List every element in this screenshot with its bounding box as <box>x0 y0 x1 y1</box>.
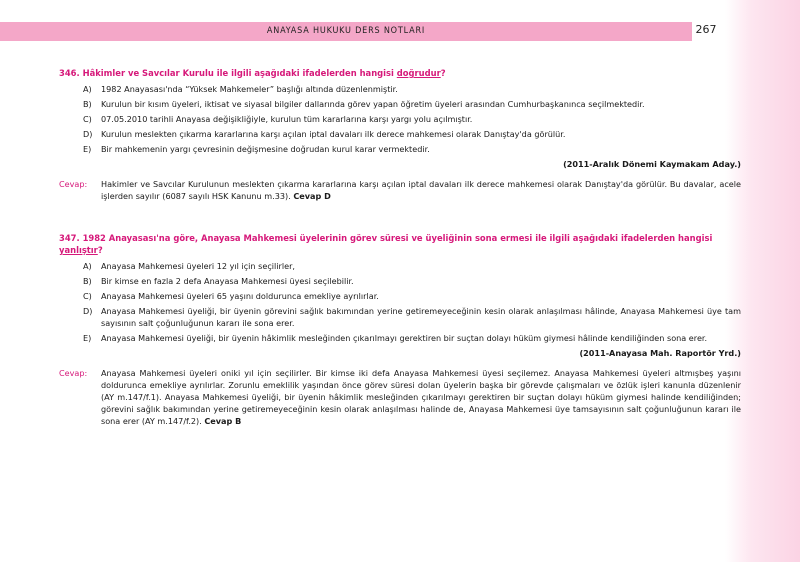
answer-label: Cevap: <box>59 368 88 378</box>
question-title: 347. 1982 Anayasası'na göre, Anayasa Mahkemesi üyelerinin görev süresi ve üyeliğinin sona ermesi ile ilgili aşağıdaki ifadelerden hangisi yanlıştır? <box>59 233 713 255</box>
option-d: D) Kurulun meslekten çıkarma kararlarına karşı açılan iptal davaları ilk derece mahkemesi olarak Danıştay'da görülür. <box>83 129 566 139</box>
answer-text: Anayasa Mahkemesi üyeleri oniki yıl için seçilirler. Bir kimse iki defa Anayasa Mahkemesi üyesi seçilemez. Anayasa Mahkemesi üyeleri altmışbeş yaşını doldurunca emekliye ayrılırlar. Zorunlu emeklilik yaşından önce görev süresi dolan üyelerin başka bir görevde çalışmaları ve özlük işleri kanunla düzenlenir (AY m.147/f.1). Anayasa Mahkemesi üyeliği, bir üyenin hâkimlik mesleğinden çıkarılmayı gerektiren bir suçtan dolayı hüküm giymesi halinde kendiliğinden; görevini sağlık bakımından yerine getiremeyeceğinin kesin olarak anlaşılması halinde de, Anayasa Mahkemesi üye tamsayısının salt çoğunluğunun kararı ile sona erer (AY m.147/f.2). Cevap B <box>101 368 741 426</box>
answer-result: Cevap B <box>204 416 242 426</box>
option-e: E) Anayasa Mahkemesi üyeliği, bir üyenin hâkimlik mesleğinden çıkarılmayı gerektiren bir suçtan dolayı hüküm giymesi hâlinde kendiliğinden sona erer. <box>83 333 708 343</box>
option-a: A) 1982 Anayasası'nda “Yüksek Mahkemeler” başlığı altında düzenlenmiştir. <box>83 84 398 94</box>
question-source: (2011-Aralık Dönemi Kaymakam Aday.) <box>563 159 741 169</box>
option-list <box>83 260 741 344</box>
question-346 <box>59 67 741 202</box>
option-b: B) Bir kimse en fazla 2 defa Anayasa Mahkemesi üyesi seçilebilir. <box>83 276 354 286</box>
header-rule <box>0 39 692 41</box>
question-title: 346. Hâkimler ve Savcılar Kurulu ile ilgili aşağıdaki ifadelerden hangisi doğrudur? <box>59 68 446 78</box>
page-number: 267 <box>694 20 718 39</box>
option-a: A) Anayasa Mahkemesi üyeleri 12 yıl için seçilirler, <box>83 261 295 271</box>
question-source: (2011-Anayasa Mah. Raportör Yrd.) <box>579 348 741 358</box>
answer-label: Cevap: <box>59 179 88 189</box>
running-header-title: ANAYASA HUKUKU DERS NOTLARI <box>266 26 426 36</box>
option-d: D) Anayasa Mahkemesi üyeliği, bir üyenin görevini sağlık bakımından yerine getiremeyeceğinin kesin olarak anlaşılması hâlinde, Anayasa Mahkemesi üye tam sayısının salt çoğunluğunun kararı ile sona erer. <box>83 306 741 328</box>
option-b: B) Kurulun bir kısım üyeleri, iktisat ve siyasal bilgiler dallarında görev yapan öğretim üyeleri arasından Cumhurbaşkanınca seçilmektedir. <box>83 99 645 109</box>
page-content <box>59 67 741 427</box>
answer-block <box>59 178 741 202</box>
option-list <box>83 83 741 155</box>
option-c: C) Anayasa Mahkemesi üyeleri 65 yaşını doldurunca emekliye ayrılırlar. <box>83 291 379 301</box>
answer-result: Cevap D <box>293 191 331 201</box>
option-e: E) Bir mahkemenin yargı çevresinin değişmesine doğrudan kurul karar vermektedir. <box>83 144 430 154</box>
answer-block <box>59 367 741 427</box>
question-emphasis: yanlıştır <box>59 245 98 255</box>
question-emphasis: doğrudur <box>396 68 441 78</box>
question-347 <box>59 232 741 427</box>
answer-text: Hakimler ve Savcılar Kurulunun meslekten çıkarma kararlarına karşı açılan iptal davaları ilk derece mahkemesi olarak Danıştay'da görülür. Bu davalar, acele işlerden sayılır (6087 sayılı HSK Kanunu m.33). Cevap D <box>101 179 741 201</box>
option-c: C) 07.05.2010 tarihli Anayasa değişikliğiyle, kurulun tüm kararlarına karşı yargı yolu açılmıştır. <box>83 114 473 124</box>
